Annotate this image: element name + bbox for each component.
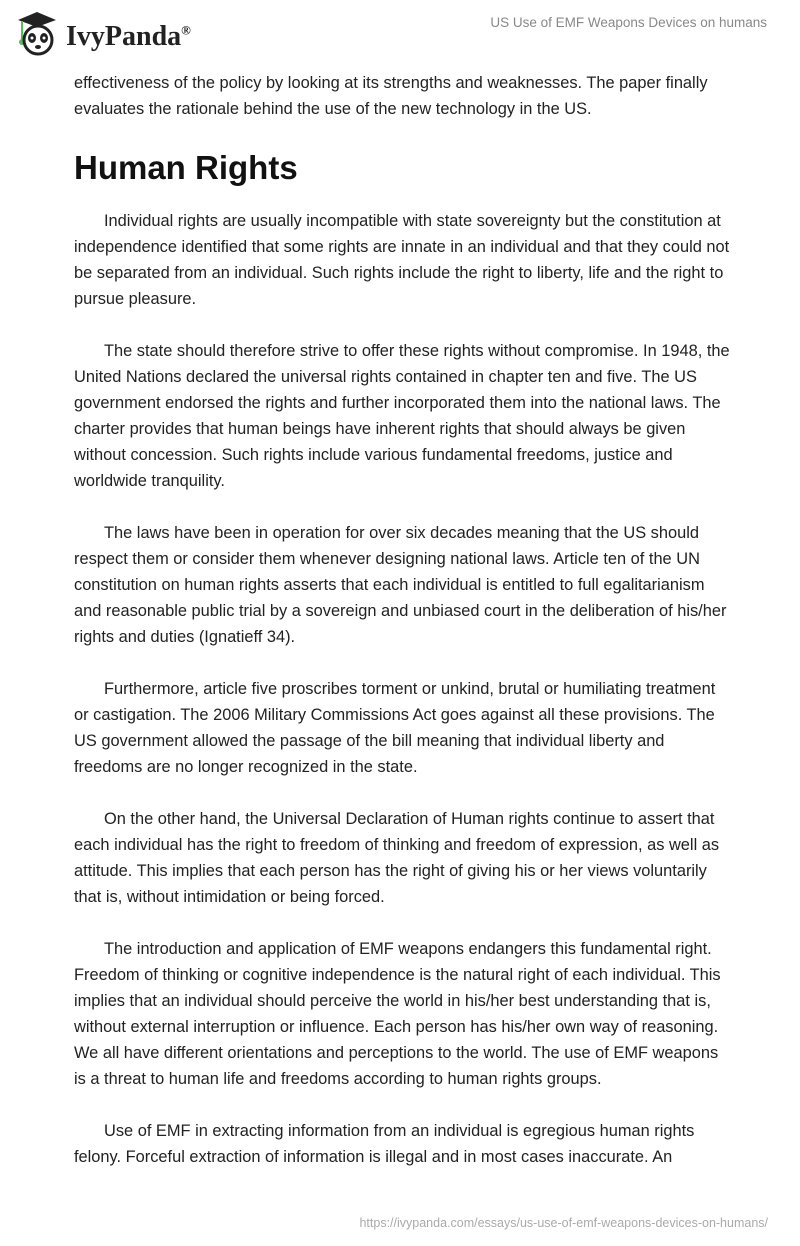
document-title: US Use of EMF Weapons Devices on humans [490,15,767,30]
registered-mark: ® [181,22,191,38]
essay-content [74,70,730,1170]
paragraph: The state should therefore strive to offer these rights without compromise. In 1948, the United Nations declared the universal rights contained in chapter ten and five. The US government endorsed the rights and further incorporated them into the national laws. The charter provides that human beings have inherent rights that should always be given without concession. Such rights include various fundamental freedoms, justice and worldwide tranquility. [74,342,730,490]
panda-graduate-icon [14,10,60,56]
paragraph: The introduction and application of EMF weapons endangers this fundamental right. Freedom of thinking or cognitive independence is the natural right of each individual. This implies that an individual should perceive the world in his/her best understanding that is, without external interruption or influence. Each person has his/her own way of reasoning. We all have different orientations and perceptions to the world. The use of EMF weapons is a threat to human life and freedoms according to human rights groups. [74,940,721,1088]
page-footer [0,1196,800,1246]
paragraph: On the other hand, the Universal Declaration of Human rights continue to assert that each individual has the right to freedom of thinking and freedom of expression, as well as attitude. This implies that each person has the right of giving his or her views voluntarily that is, without intimidation or being forced. [74,810,720,906]
brand-name: IvyPanda [66,21,182,52]
intro-paragraph: effectiveness of the policy by looking at its strengths and weaknesses. The paper finally evaluates the rationale behind the use of the new technology in the US. [74,74,708,118]
paragraph: Individual rights are usually incompatible with state sovereignty but the constitution at independence identified that some rights are innate in an individual and that they could not be separated from an individual. Such rights include the right to liberty, life and the right to pursue pleasure. [74,212,730,308]
paragraph: Use of EMF in extracting information from an individual is egregious human rights felony. Forceful extraction of information is illegal and in most cases inaccurate. An [74,1122,695,1166]
page-header [0,0,800,70]
ivypanda-logo[interactable] [14,10,191,56]
paragraph: Furthermore, article five proscribes torment or unkind, brutal or humiliating treatment or castigation. The 2006 Military Commissions Act goes against all these provisions. The US government allowed the passage of the bill meaning that individual liberty and freedoms are no longer recognized in the state. [74,680,716,776]
section-heading: Human Rights [74,149,298,186]
footer-url[interactable]: https://ivypanda.com/essays/us-use-of-emf-weapons-devices-on-humans/ [359,1216,768,1230]
paragraph: The laws have been in operation for over six decades meaning that the US should respect them or consider them whenever designing national laws. Article ten of the UN constitution on human rights asserts that each individual is entitled to full egalitarianism and reasonable public trial by a sovereign and unbiased court in the deliberation of his/her rights and duties (Ignatieff 34). [74,524,727,646]
